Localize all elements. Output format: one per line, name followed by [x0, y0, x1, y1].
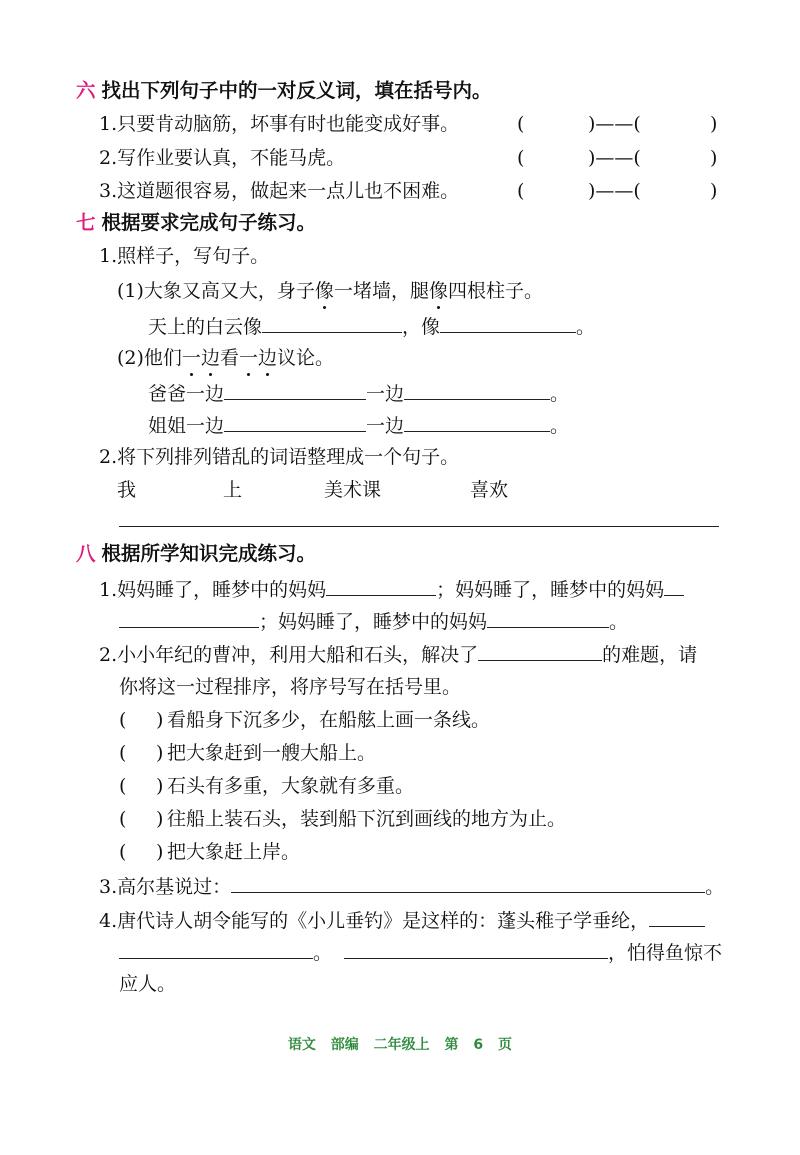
- order-item: 往船上装石头，装到船下沉到画线的地方为止。: [167, 808, 567, 830]
- order-paren-close: ): [156, 841, 164, 863]
- answer-blank[interactable]: [344, 938, 608, 959]
- emphasis-char: 边: [257, 347, 277, 369]
- section-8-number: 八: [76, 542, 96, 565]
- fill-dad-prefix: 爸爸一边: [148, 383, 225, 405]
- order-paren-close: ): [156, 808, 164, 830]
- section-6-number: 六: [76, 79, 96, 102]
- sec6-item-2: 2.写作业要认真，不能马虎。: [99, 147, 346, 169]
- pair-paren-close-2: ): [710, 147, 718, 169]
- pair-paren-close-1: ): [710, 113, 718, 135]
- q4-text-b: ，怕得鱼惊不: [608, 942, 723, 964]
- sec7-fill-dad: [148, 379, 569, 407]
- q1-text-c: ；妈妈睡了，睡梦中的妈妈: [259, 611, 488, 633]
- example-1-text-c: 四根柱子。: [447, 280, 543, 302]
- sec8-q1-line2: [119, 607, 628, 635]
- section-7-title: 根据要求完成句子练习。: [101, 211, 317, 234]
- sec8-q2-line2: 你将这一过程排序，将序号写在括号里。: [119, 676, 462, 698]
- q2-text-b: 的难题，请: [602, 644, 698, 666]
- sec6-item-1: 1.只要肯动脑筋，坏事有时也能变成好事。: [99, 113, 460, 135]
- sec8-q4-line2: [119, 938, 722, 966]
- q1-text-a: 1.妈妈睡了，睡梦中的妈妈: [99, 579, 327, 601]
- sec6-item-3: 3.这道题很容易，做起来一点儿也不困难。: [99, 180, 460, 202]
- sentence-answer-line[interactable]: [119, 526, 719, 527]
- answer-blank[interactable]: [487, 607, 609, 628]
- sec7-example-2: [117, 345, 334, 371]
- answer-blank[interactable]: [224, 379, 366, 400]
- pair-paren-mid-3: )——(: [588, 180, 641, 202]
- answer-blank[interactable]: [649, 906, 705, 927]
- example-1-text-a: (1)大象又高又大，身子: [117, 280, 315, 302]
- section-6-heading: [76, 78, 492, 104]
- example-2-text-a: (2)他们: [117, 347, 182, 369]
- section-7-number: 七: [76, 211, 96, 234]
- order-paren-close: ): [156, 709, 164, 731]
- order-paren-open[interactable]: (: [119, 742, 127, 764]
- q2-text-a: 2.小小年纪的曹冲，利用大船和石头，解决了: [99, 644, 479, 666]
- pair-paren-open-3: (: [517, 180, 525, 202]
- answer-blank[interactable]: [326, 575, 436, 596]
- emphasis-char: 边: [200, 347, 220, 369]
- order-paren-close: ): [156, 775, 164, 797]
- pair-paren-open-2: (: [517, 147, 525, 169]
- scrambled-word: 我: [117, 479, 137, 501]
- order-item: 看船身下沉多少，在船舷上画一条线。: [167, 709, 491, 731]
- order-paren-open[interactable]: (: [119, 709, 127, 731]
- fill-sister-end: 。: [550, 415, 570, 437]
- example-2-text-c: 议论。: [277, 347, 335, 369]
- q1-end: 。: [609, 611, 629, 633]
- answer-blank[interactable]: [440, 312, 576, 333]
- example-1-text-b: 一堵墙，腿: [333, 280, 429, 302]
- sec7-q2-label: 2.将下列排列错乱的词语整理成一个句子。: [99, 446, 460, 468]
- section-8-title: 根据所学知识完成练习。: [101, 542, 317, 565]
- sec7-fill-clouds: [148, 312, 595, 340]
- fill-sister-prefix: 姐姐一边: [148, 415, 225, 437]
- scrambled-word: 喜欢: [470, 479, 509, 501]
- answer-blank[interactable]: [478, 640, 602, 661]
- q3-text: 3.高尔基说过：: [99, 876, 232, 898]
- emphasis-char: 像: [314, 280, 334, 302]
- order-item: 石头有多重，大象就有多重。: [167, 775, 415, 797]
- sec7-example-1: [117, 278, 543, 304]
- answer-blank[interactable]: [404, 379, 550, 400]
- sec8-q4-line1: [99, 906, 705, 934]
- pair-paren-mid-1: )——(: [588, 113, 641, 135]
- answer-blank[interactable]: [262, 312, 402, 333]
- q1-text-b: ；妈妈睡了，睡梦中的妈妈: [436, 579, 665, 601]
- sec7-fill-sister: [148, 411, 569, 439]
- answer-blank[interactable]: [231, 872, 705, 893]
- emphasis-char: 一: [181, 347, 201, 369]
- answer-blank[interactable]: [404, 411, 550, 432]
- answer-blank[interactable]: [224, 411, 366, 432]
- emphasis-char: 像: [428, 280, 448, 302]
- emphasis-char: 一: [238, 347, 258, 369]
- fill-clouds-end: 。: [576, 316, 596, 338]
- answer-blank[interactable]: [119, 938, 313, 959]
- sec8-q3: [99, 872, 724, 900]
- pair-paren-mid-2: )——(: [588, 147, 641, 169]
- fill-clouds-mid: ，像: [402, 316, 441, 338]
- answer-blank[interactable]: [664, 575, 684, 596]
- order-item: 把大象赶到一艘大船上。: [167, 742, 377, 764]
- sec7-q1-label: 1.照样子，写句子。: [99, 245, 270, 267]
- sec8-q4-line3: 应人。: [119, 973, 177, 995]
- pair-paren-close-3: ): [710, 180, 718, 202]
- section-7-heading: [76, 210, 316, 236]
- section-6-title: 找出下列句子中的一对反义词，填在括号内。: [101, 79, 492, 102]
- order-item: 把大象赶上岸。: [167, 841, 301, 863]
- page-footer: 语文 部编 二年级上 第 6 页: [287, 1037, 513, 1053]
- q3-end: 。: [705, 876, 725, 898]
- fill-dad-end: 。: [550, 383, 570, 405]
- section-8-heading: [76, 541, 316, 567]
- answer-blank[interactable]: [119, 607, 259, 628]
- fill-sister-mid: 一边: [366, 415, 405, 437]
- order-paren-open[interactable]: (: [119, 775, 127, 797]
- order-paren-close: ): [156, 742, 164, 764]
- pair-paren-open-1: (: [517, 113, 525, 135]
- scrambled-word: 上: [223, 479, 243, 501]
- scrambled-word: 美术课: [324, 479, 382, 501]
- fill-clouds-prefix: 天上的白云像: [148, 316, 263, 338]
- sec8-q2-line1: [99, 640, 697, 668]
- q4-mid: 。: [313, 942, 333, 964]
- q4-text-a: 4.唐代诗人胡令能写的《小儿垂钓》是这样的：蓬头稚子学垂纶，: [99, 910, 650, 932]
- order-paren-open[interactable]: (: [119, 808, 127, 830]
- example-2-text-b: 看: [219, 347, 239, 369]
- fill-dad-mid: 一边: [366, 383, 405, 405]
- order-paren-open[interactable]: (: [119, 841, 127, 863]
- sec8-q1-line1: [99, 575, 684, 603]
